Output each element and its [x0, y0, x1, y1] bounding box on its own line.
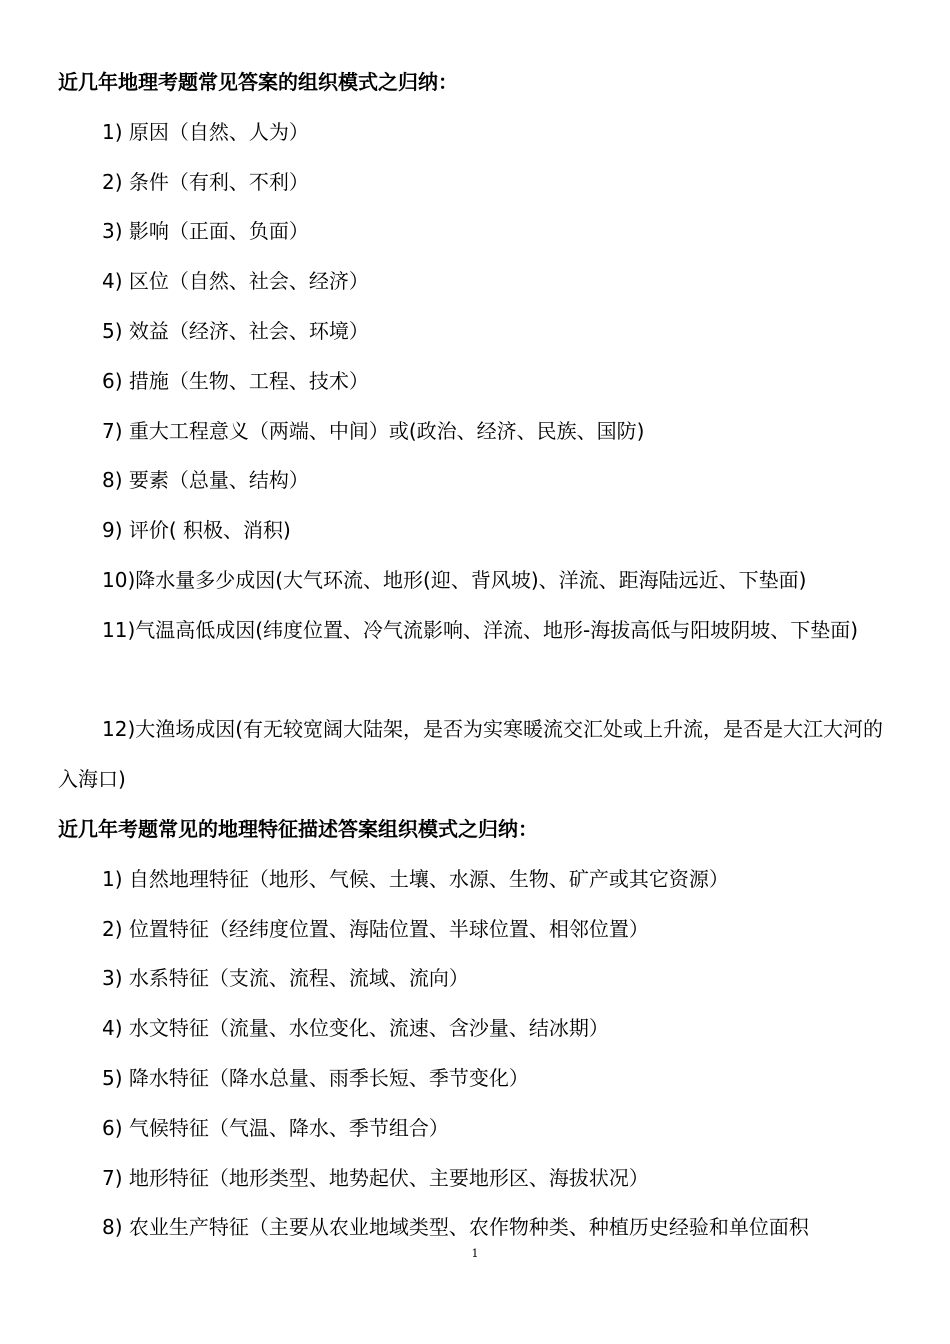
list-item: 1) 原因（自然、人为）	[102, 119, 309, 144]
list-item: 2) 位置特征（经纬度位置、海陆位置、半球位置、相邻位置）	[102, 916, 649, 941]
list-item: 5) 降水特征（降水总量、雨季长短、季节变化）	[102, 1065, 529, 1090]
page-number: 1	[471, 1247, 479, 1260]
list-item: 5) 效益（经济、社会、环境）	[102, 318, 369, 343]
list-item: 4) 区位（自然、社会、经济）	[102, 269, 369, 294]
list-item: 9) 评价( 积极、消积)	[102, 518, 291, 543]
list-item: 2) 条件（有利、不利）	[102, 169, 309, 194]
list-item: 10)降水量多少成因(大气环流、地形(迎、背风坡)、洋流、距海陆远近、下垫面)	[102, 567, 807, 592]
list-item: 8) 农业生产特征（主要从农业地域类型、农作物种类、种植历史经验和单位面积	[102, 1215, 809, 1240]
list-item: 6) 气候特征（气温、降水、季节组合）	[102, 1115, 449, 1140]
list-item: 12)大渔场成因(有无较宽阔大陆架，是否为实寒暖流交汇处或上升流，是否是大江大河的入海口)	[58, 717, 884, 792]
list-item: 3) 影响（正面、负面）	[102, 219, 309, 244]
list-item: 3) 水系特征（支流、流程、流域、流向）	[102, 966, 469, 991]
list-item: 4) 水文特征（流量、水位变化、流速、含沙量、结冰期）	[102, 1016, 609, 1041]
list-item: 7) 地形特征（地形类型、地势起伏、主要地形区、海拔状况）	[102, 1165, 649, 1190]
document-page	[58, 58, 894, 1253]
list-item: 1) 自然地理特征（地形、气候、土壤、水源、生物、矿产或其它资源）	[102, 866, 729, 891]
list-item: 7) 重大工程意义（两端、中间）或(政治、经济、民族、国防)	[102, 418, 645, 443]
section-heading-feature-patterns: 近几年考题常见的地理特征描述答案组织模式之归纳：	[58, 816, 538, 841]
list-item: 6) 措施（生物、工程、技术）	[102, 368, 369, 393]
list-item: 11)气温高低成因(纬度位置、冷气流影响、洋流、地形-海拔高低与阳坡阴坡、下垫面)	[102, 617, 859, 642]
section-heading-answer-patterns: 近几年地理考题常见答案的组织模式之归纳：	[58, 70, 458, 94]
list-item: 8) 要素（总量、结构）	[102, 468, 309, 493]
